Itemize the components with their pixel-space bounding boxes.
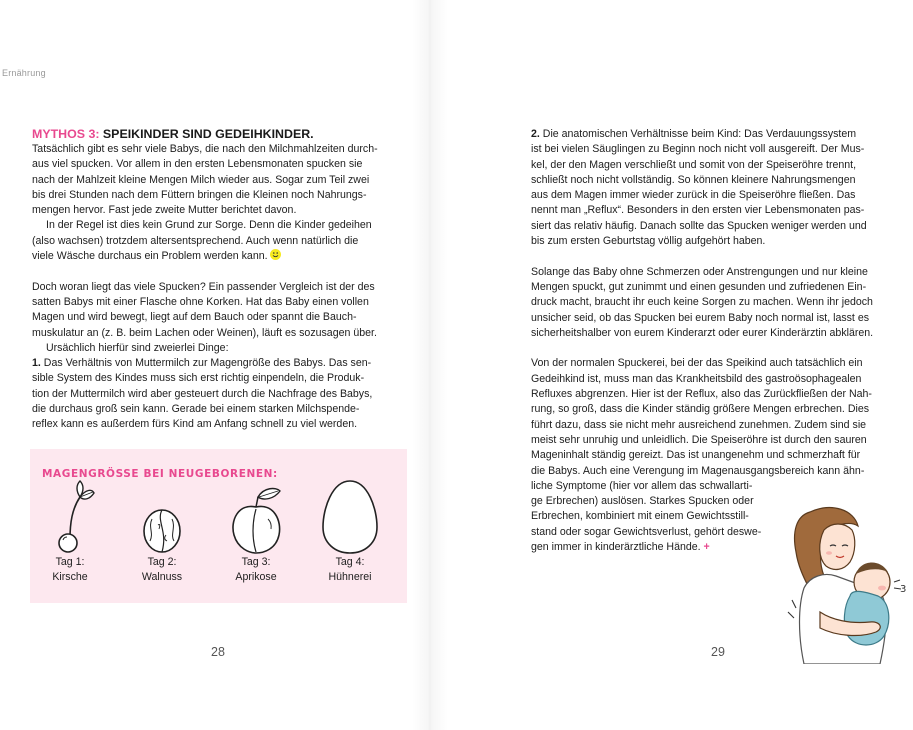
paragraph-line: Gedeihkind ist, muss man das Krankheitsbild des gastroösophagealen bbox=[531, 372, 862, 385]
paragraph-line: gen immer in kinderärztliche Hände. bbox=[531, 541, 701, 554]
paragraph-line: kel, der den Magen verschließt und somit von der Speiseröhre trennt, bbox=[531, 158, 857, 171]
paragraph-line: stand oder sogar Gewichtsverlust, gehört deswe- bbox=[531, 525, 762, 538]
page-number-left: 28 bbox=[211, 645, 225, 659]
stage-day-4 bbox=[310, 479, 390, 585]
list-number: 1. bbox=[32, 357, 41, 370]
stage-day-label: Tag 4: bbox=[335, 556, 365, 568]
paragraph-line: tion der Muttermilch wird aber gesteuert durch die Nachfrage des Babys, bbox=[32, 387, 373, 400]
left-column bbox=[32, 127, 412, 433]
list-number: 2. bbox=[531, 128, 540, 140]
stage-day-label: Tag 3: bbox=[241, 556, 271, 568]
paragraph-line: die durchaus groß sein kann. Gerade bei einem starken Milchspende- bbox=[32, 403, 360, 416]
paragraph-line: Die anatomischen Verhältnisse beim Kind: Das Verdauungssystem bbox=[542, 128, 857, 140]
paragraph-line: unsicher seid, ob das Spucken bei eurem Baby noch normal ist, lasst es bbox=[531, 311, 870, 324]
paragraph-line: Erbrechen, kombiniert mit einem Gewichtsstill- bbox=[531, 510, 749, 523]
paragraph-line-with-smiley bbox=[32, 249, 412, 264]
paragraph-line: bis zum ersten Geburtstag völlig aufgehört haben. bbox=[531, 235, 766, 248]
cherry-icon bbox=[40, 479, 100, 555]
paragraph-line: ge Erbrechen) auslösen. Starkes Spucken oder bbox=[531, 495, 754, 508]
paragraph-line: meist sehr unruhig und unleidlich. Die Speiseröhre ist durch den sauren bbox=[531, 433, 867, 446]
infobox-title: MAGENGRÖSSE BEI NEUGEBORENEN: bbox=[42, 468, 278, 480]
paragraph-line: aus viel spucken. Vor allem in den ersten Lebensmonaten spucken sie bbox=[32, 158, 363, 171]
smiley-icon bbox=[270, 249, 281, 260]
paragraph-line: sicherheitshalber von eurem Kinderarzt oder eurer Kinderärztin abklären. bbox=[531, 326, 874, 339]
paragraph-line: Das Verhältnis von Muttermilch zur Magengröße des Babys. Das sen- bbox=[43, 357, 372, 370]
right-column bbox=[531, 127, 901, 555]
stage-day-label: Tag 1: bbox=[55, 556, 85, 568]
paragraph-line: sible System des Kindes muss sich erst richtig einpendeln, die Produk- bbox=[32, 372, 365, 385]
paragraph-line: nach der Mahlzeit kleine Mengen Milch wieder aus. Sogar zum Teil zwei bbox=[32, 173, 370, 186]
paragraph-line: (also wachsen) trotzdem altersentsprechend. Auch wenn natürlich die bbox=[32, 234, 359, 247]
paragraph-line: nennt man „Reflux“. Besonders in den ersten vier Lebensmonaten pas- bbox=[531, 204, 865, 217]
paragraph-line: Tatsächlich gibt es sehr viele Babys, die nach den Milchmahlzeiten durch- bbox=[32, 143, 378, 155]
paragraph-line: druck macht, braucht ihr euch keine Sorgen zu machen. Wenn ihr jedoch bbox=[531, 296, 873, 309]
egg-icon bbox=[320, 479, 380, 555]
paragraph-line: aus dem Magen immer wieder zurück in die Speiseröhre fließen. Das bbox=[531, 189, 856, 202]
running-head: Ernährung bbox=[2, 68, 46, 78]
heading-accent: MYTHOS 3: bbox=[32, 127, 100, 141]
numbered-line bbox=[531, 127, 901, 142]
stage-day-3 bbox=[216, 479, 296, 585]
stage-day-1 bbox=[30, 479, 110, 585]
stage-item-label: Kirsche bbox=[52, 571, 88, 583]
paragraph-line: reflex kann es außerdem fürs Kind am Anfang schnell zu viel werden. bbox=[32, 418, 358, 431]
stage-item-label: Walnuss bbox=[141, 571, 183, 583]
paragraph-line: siert das relativ häufig. Danach sollte das Spucken weniger werden und bbox=[531, 219, 867, 232]
heading-text: SPEIKINDER SIND GEDEIHKINDER. bbox=[102, 127, 314, 141]
paragraph-line: Magen und wird bewegt, liegt auf dem Bauch oder spannt die Bauch- bbox=[32, 311, 357, 324]
svg-text:3: 3 bbox=[900, 584, 907, 595]
paragraph-line: satten Babys mit einer Flasche ohne Korken. Hat das Baby einen vollen bbox=[32, 295, 369, 308]
paragraph-line: Mengen spuckt, gut zunimmt und einen gesunden und zufriedenen Ein- bbox=[531, 280, 867, 293]
paragraph-line: Mageninhalt ständig gereizt. Das ist unangenehm und schmerzhaft für bbox=[531, 449, 861, 462]
paragraph-line: liche Symptome (hier vor allem das schwallarti- bbox=[531, 479, 753, 492]
paragraph-line: Ursächlich hierfür sind zweierlei Dinge: bbox=[46, 341, 229, 354]
paragraph-line: muskulatur an (z. B. beim Lachen oder Weinen), läuft es sozusagen über. bbox=[32, 326, 377, 339]
stage-item-label: Aprikose bbox=[235, 571, 277, 583]
paragraph-line: die Babys. Auch eine Verengung im Magenausgangsbereich kann ähn- bbox=[531, 464, 865, 477]
apricot-icon bbox=[224, 479, 288, 555]
stage-item-label: Hühnerei bbox=[328, 571, 372, 583]
paragraph-line: Von der normalen Spuckerei, bei der das Speikind auch tatsächlich ein bbox=[531, 357, 863, 370]
book-gutter bbox=[412, 0, 448, 730]
end-mark: + bbox=[703, 541, 710, 554]
paragraph-line: mengen hervor. Fast jede zweite Mutter berichtet davon. bbox=[32, 204, 297, 217]
paragraph-line: Refluxes abgrenzen. Hier ist der Reflux, also das Zurückfließen der Nah- bbox=[531, 388, 872, 401]
paragraph-line: Solange das Baby ohne Schmerzen oder Anstrengungen und nur kleine bbox=[531, 265, 868, 278]
paragraph-line: rung, so groß, dass die Kinder ständig größere Mengen erbrechen. Dies bbox=[531, 403, 870, 416]
paragraph-line: bis drei Stunden nach dem Füttern bringen die Kleinen noch Nahrungs- bbox=[32, 188, 367, 201]
walnut-icon bbox=[132, 479, 192, 555]
mother-baby-illustration bbox=[780, 496, 912, 664]
stomach-size-infobox bbox=[30, 449, 407, 603]
numbered-line bbox=[32, 356, 412, 371]
paragraph-line: Doch woran liegt das viele Spucken? Ein passender Vergleich ist der des bbox=[32, 280, 375, 293]
paragraph-line: viele Wäsche durchaus ein Problem werden kann. bbox=[32, 250, 268, 263]
section-heading bbox=[32, 127, 412, 142]
page-number-right: 29 bbox=[711, 645, 725, 659]
stage-day-label: Tag 2: bbox=[147, 556, 177, 568]
paragraph-line: In der Regel ist dies kein Grund zur Sorge. Denn die Kinder gedeihen bbox=[46, 219, 372, 232]
paragraph-line: ist bei vielen Säuglingen zu Beginn noch nicht voll ausgereift. Der Mus- bbox=[531, 143, 865, 156]
paragraph-line: führt dazu, dass sie nicht mehr ausreichend zunehmen. Zudem sind sie bbox=[531, 418, 867, 431]
stage-day-2 bbox=[122, 479, 202, 585]
paragraph-line: schließt noch nicht vollständig. So können kleinere Nahrungsmengen bbox=[531, 173, 856, 186]
